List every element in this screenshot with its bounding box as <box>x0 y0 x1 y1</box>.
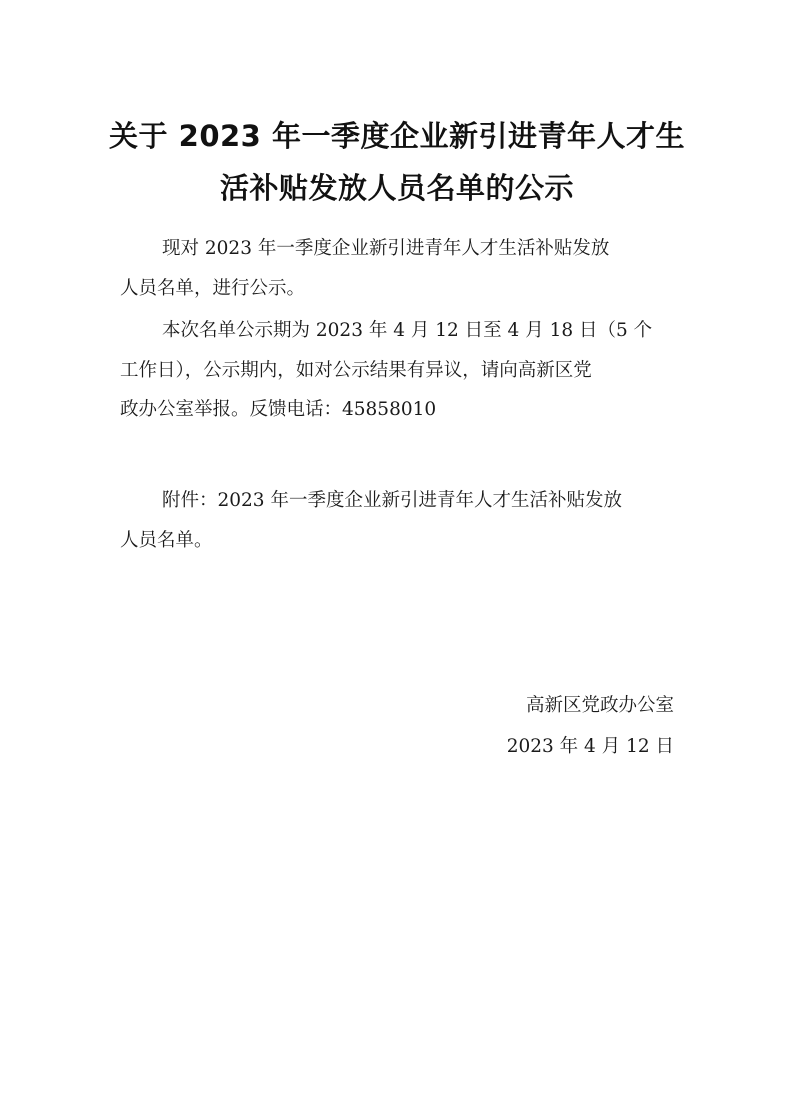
notice-line-3: 政办公室举报。反馈电话：45858010 <box>120 399 437 420</box>
title-line-1: 关于 2023 年一季度企业新引进青年人才生 <box>109 119 685 153</box>
title-line-2: 活补贴发放人员名单的公示 <box>219 171 574 205</box>
signature-date: 2023 年 4 月 12 日 <box>506 736 674 757</box>
notice-line-1: 本次名单公示期为 2023 年 4 月 12 日至 4 月 18 日（5 个 <box>162 320 653 341</box>
notice-period-paragraph <box>120 311 680 430</box>
intro-paragraph <box>120 229 680 308</box>
intro-line-1: 现对 2023 年一季度企业新引进青年人才生活补贴发放 <box>162 238 610 259</box>
attachment-line-1: 附件：2023 年一季度企业新引进青年人才生活补贴发放 <box>162 490 622 511</box>
notice-line-2: 工作日），公示期内，如对公示结果有异议，请向高新区党 <box>120 359 592 381</box>
document-title <box>96 110 698 214</box>
attachment-paragraph <box>120 481 680 560</box>
intro-line-2: 人员名单，进行公示。 <box>120 277 306 299</box>
signature-organization: 高新区党政办公室 <box>525 695 674 716</box>
attachment-line-2: 人员名单。 <box>120 529 213 551</box>
